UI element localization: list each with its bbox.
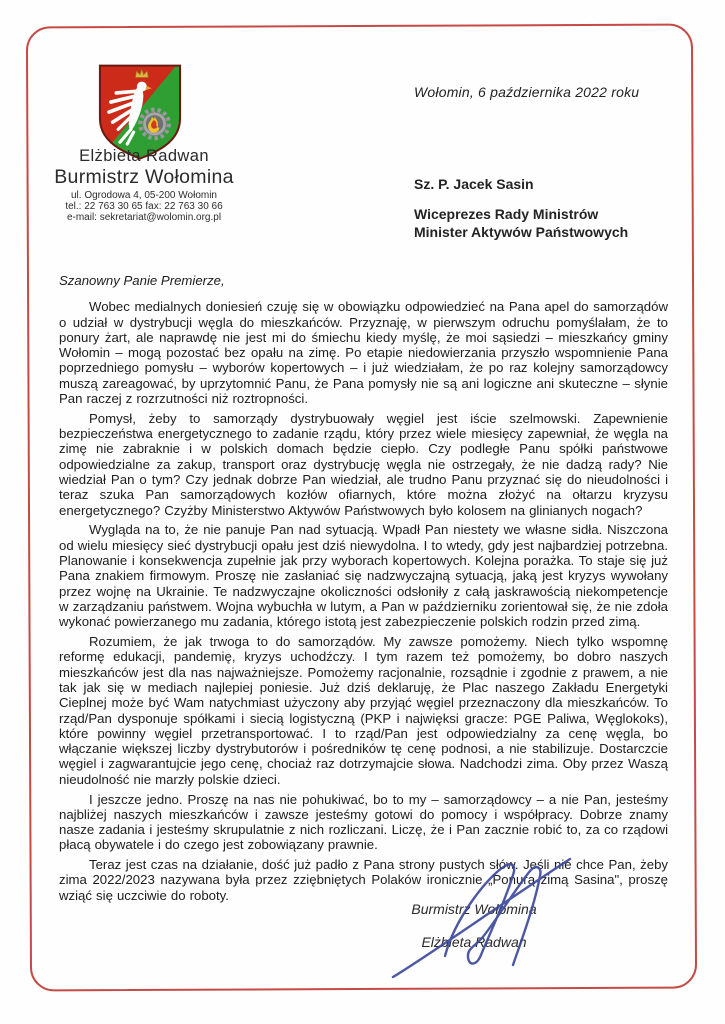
paragraph-1: Wobec medialnych doniesień czuję się w obowiązku odpowiedzieć na Pana apel do samorządów o udział w dystrybucji węgla do mieszkańców. Przyznaję, w pierwszym odruchu pomyślałam, że to ponury żart, ale naprawdę nie jest mi do śmiechu kiedy myślę, że moi sąsiedzi – mieszkańcy gminy Wołomin – mogą pozostać bez opału na zimę. Po etapie niedowierzania przyszło wspomnienie Pana poprzedniego pomysłu – wyborów kopertowych – i już wiedziałam, że po raz kolejny samorządowcy muszą zareagować, by uprzytomnić Panu, że Pana pomysły nie są ani logiczne ani skuteczne – słynie Pan raczej z rozrzutności niż roztropności.: [59, 299, 668, 407]
signature-name: Elżbieta Radwan: [421, 934, 527, 950]
sender-title: Burmistrz Wołomina: [54, 166, 234, 188]
signature-block: [384, 901, 564, 950]
paragraph-5: I jeszcze jedno. Proszę na nas nie pohukiwać, bo to my – samorządowcy – a nie Pan, jesteśmy najbliżej naszych mieszkańców i zawsze jesteśmy gotowi do pomocy i współpracy. Dobrze znamy nasze zadania i jesteśmy skrupulatnie z nich rozliczani. Liczę, że i Pan zacznie robić to, za co rządowi płacą obywatele i do czego jest zobowiązany prawnie.: [59, 791, 668, 853]
paragraph-2: Pomysł, żeby to samorządy dystrybuowały węgiel jest iście szelmowski. Zapewnienie bezpieczeństwa energetycznego to zadanie rządu, który przez wiele miesięcy zapewniał, że węgla na zimę nie zabraknie i w polskich domach będzie ciepło. Czy podległe Panu spółki państwowe odpowiedzialne za zakup, transport oraz dystrybucję węgla nie ostrzegały, że nie dadzą rady? Nie wiedział Pan o tym? Czy jednak dobrze Pan wiedział, ale trudno Panu przyznać się do nieudolności i teraz szuka Pan samorządowych kozłów ofiarnych, które można złożyć na ołtarzu kryzysu energetycznego? Czyżby Ministerstwo Aktywów Państwowych było kolosem na glinianych nogach?: [59, 410, 668, 518]
recipient-title-2: Minister Aktywów Państwowych: [414, 224, 629, 240]
sender-name: Elżbieta Radwan: [79, 147, 209, 165]
paragraph-4: Rozumiem, że jak trwoga to do samorządów. My zawsze pomożemy. Niech tylko wspomnę reformę edukacji, pandemię, kryzys uchodźczy. I tym razem też pomożemy, bo dobro naszych mieszkańców jest dla nas najważniejsze. Pomożemy racjonalnie, rozsądnie i zgodnie z prawem, a nie tak jak się w mediach najlepiej poniesie. Już dziś deklaruję, że Plac naszego Zakładu Energetyki Cieplnej może być Wam natychmiast użyczony aby przyjąć węgiel przeznaczony dla mieszkańców. To rząd/Pan dysponuje spółkami i siecią logistyczną (PKP i najwięksi gracze: PGE Paliwa, Węglokoks), które powinny węgiel przetransportować. I to rząd/Pan jest odpowiedzialny za cenę węgla, bo włączanie większej liczby dystrybutorów i pośredników tę cenę podnosi, a nie stabilizuje. Dostarczcie węgiel i zagwarantujcie jego cenę, chociaż raz dotrzymajcie słowa. Nadchodzi zima. Oby przez Waszą nieudolność nie marzły polskie dzieci.: [59, 634, 668, 787]
recipient-name: Sz. P. Jacek Sasin: [414, 176, 534, 192]
sender-email: e-mail: sekretariat@wolomin.org.pl: [66, 212, 222, 224]
recipient-title-1: Wiceprezes Rady Ministrów: [414, 206, 599, 222]
sender-phone-fax: tel.: 22 763 30 65 fax: 22 763 30 66: [65, 201, 223, 213]
salutation: Szanowny Panie Premierze,: [59, 273, 225, 288]
paragraph-3: Wygląda na to, że nie panuje Pan nad sytuacją. Wpadł Pan niestety we własne sidła. Niszczona od wielu miesięcy sieć dystrybucji opału jest dziś niewydolna. I to wtedy, gdy jest najbardziej potrzebna. Planowanie i konsekwencja zupełnie jak przy wyborach kopertowych. Kolejna porażka. To staje się już Pana znakiem firmowym. Proszę nie zasłaniać się nadzwyczajną sytuacją, jaką jest kryzys wywołany przez wojnę na Ukrainie. Te nadzwyczajne okoliczności odsłoniły z całą jaskrawością niekompetencje w zarządzaniu państwem. Wojna wybuchła w lutym, a Pan w październiku zorientował się, że nie zdoła wykonać powierzanego mu zadania, którego istotą jest zabezpieczenie polskich rodzin przed zimą.: [59, 522, 668, 630]
sender-address: ul. Ogrodowa 4, 05-200 Wołomin: [70, 190, 217, 201]
sender-block: [38, 147, 250, 224]
recipient-block: [414, 176, 628, 241]
paragraph-6: Teraz jest czas na działanie, dość już padło z Pana strony pustych słów. Jeśli nie chce Pan, żeby zima 2022/2023 nazywana była przez zziębniętych Polaków ironicznie „Ponurą zimą Sasina", proszę wziąć się uczciwie do roboty.: [59, 857, 668, 903]
letter-body: [59, 273, 668, 908]
signature-title: Burmistrz Wołomina: [411, 901, 537, 917]
date-line: Wołomin, 6 października 2022 roku: [414, 84, 640, 100]
